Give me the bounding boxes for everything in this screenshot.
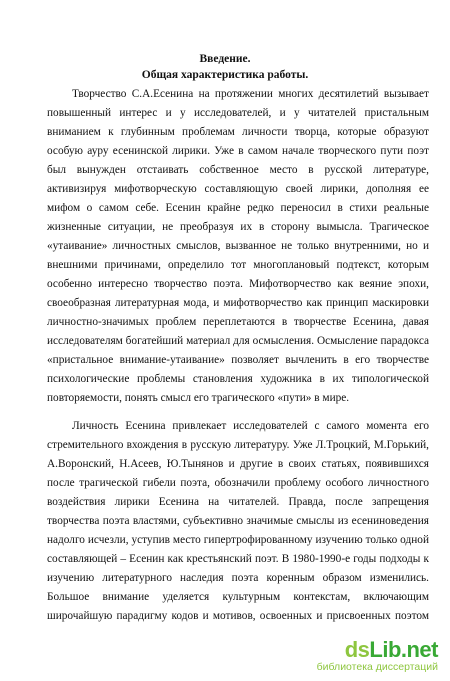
paragraph-line: «пристальное внимание-утаивание» позволяет вычленить в его творчестве <box>47 354 429 366</box>
paragraph-line: составляющей – Есенин как крестьянский поэт. В 1980-1990-е годы подходы к <box>47 553 429 565</box>
paragraph-line: активизируя мифотворческую составляющую своей лирики, дополняя ее <box>47 183 429 195</box>
paragraph-line: внешними причинами, определило тот многоплановый подтекст, которым <box>47 259 429 271</box>
heading-introduction: Введение. <box>199 53 251 65</box>
paragraph-line: Творчество С.А.Есенина на протяжении многих десятилетий вызывает <box>72 88 429 100</box>
paragraph-line: А.Воронский, Н.Асеев, Ю.Тынянов и другие в своих статьях, появившихся <box>47 458 429 470</box>
paragraph-line: вниманием к глубинным проблемам личности творца, которые образуют <box>47 126 429 138</box>
paragraph-line: изучению литературного наследия поэта коренным образом изменились. <box>47 572 429 584</box>
paragraph-line: воздействия лирики Есенина на читателей. Правда, после запрещения <box>47 496 429 508</box>
paragraph-line: Большое внимание уделяется культурным контекстам, включающим <box>47 591 429 603</box>
dslib-logo: dsLib.net <box>344 637 438 662</box>
paragraph-line: личностно-значимых проблем переплетаются в творчестве Есенина, давая <box>47 316 429 328</box>
paragraph-line: своеобразная литературная мода, и мифотворчество как принцип маскировки <box>47 297 429 309</box>
paragraph-line: после трагической гибели поэта, обозначили проблему особого личностного <box>47 477 429 489</box>
paragraph-line: надолго исчезли, уступив место гипертрофированному изучению только одной <box>47 534 429 546</box>
paragraph-line: мифом о самом себе. Есенин крайне редко переносил в стихи реальные <box>47 202 429 214</box>
paragraph-line: психологические проблемы становления художника в их типологической <box>47 373 429 385</box>
paragraph-line: повышенный интерес и у исследователей, и у читателей пристальным <box>47 107 429 119</box>
paragraph-line: повторяемости, понять смысл его трагического «пути» в мире. <box>47 392 350 404</box>
paragraph-line: особую ауру есенинской лирики. Уже в самом начале творческого пути поэт <box>47 145 429 157</box>
paragraph-line: стремительного вхождения в русскую литературу. Уже Л.Троцкий, М.Горький, <box>47 439 429 451</box>
dslib-watermark <box>263 639 438 673</box>
paragraph-line: широчайшую парадигму кодов и мотивов, освоенных и присвоенных поэтом <box>47 610 429 622</box>
paragraph-line: Личность Есенина привлекает исследователей с самого момента его <box>72 420 429 432</box>
paragraph-line: жизненные ситуации, не преобразуя их в сторону вымысла. Трагическое <box>47 221 429 233</box>
paragraph-line: был вынужден отстаивать собственное место в русской литературе, <box>47 164 429 176</box>
heading-general-characteristics: Общая характеристика работы. <box>141 69 309 81</box>
paragraph-line: «утаивание» личностных смыслов, вызванное не только внутренними, но и <box>47 240 429 252</box>
paragraph-line: особенно интересно творчество поэта. Мифотворчество как веяние эпохи, <box>47 278 429 290</box>
paragraph-line: исследователям богатейший материал для осмысления. Осмысление парадокса <box>47 335 429 347</box>
dslib-subtitle: библиотека диссертаций <box>316 661 438 673</box>
paragraph-line: творчества поэта властями, субъективно значимые смыслы из есениноведения <box>47 515 429 527</box>
